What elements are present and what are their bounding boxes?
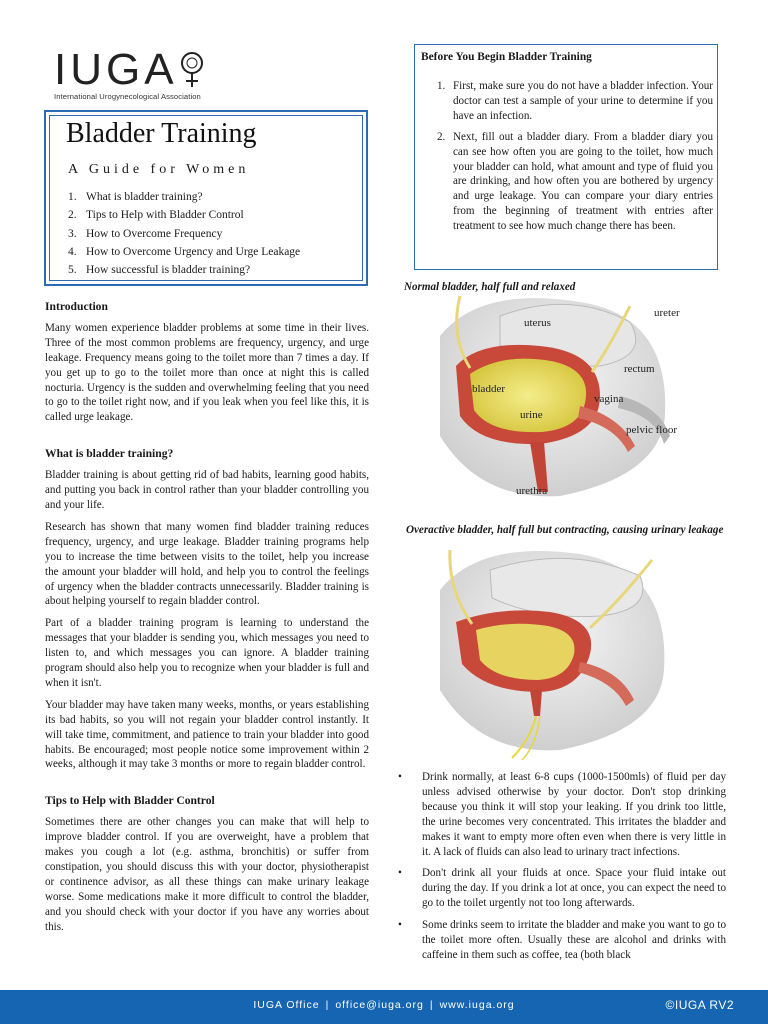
toc-item: 2. Tips to Help with Bladder Control: [68, 209, 244, 222]
what-is-heading: What is bladder training?: [45, 447, 174, 461]
venus-symbol-icon: [178, 50, 208, 90]
before-box-title: Before You Begin Bladder Training: [421, 51, 592, 63]
table-of-contents: [68, 188, 300, 279]
footer-copyright: ©IUGA RV2: [665, 998, 734, 1012]
label-ureter: ureter: [654, 307, 680, 319]
footer-office: IUGA Office: [253, 999, 320, 1011]
label-bladder: bladder: [472, 383, 505, 395]
figure2-caption: Overactive bladder, half full but contracting, causing urinary leakage: [406, 524, 724, 536]
intro-heading: Introduction: [45, 300, 108, 313]
normal-bladder-illustration: [420, 296, 740, 502]
figure1-caption: Normal bladder, half full and relaxed: [404, 281, 576, 293]
what-is-paragraph: Bladder training is about getting rid of bad habits, learning good habits, and putting you back in control rather than your bladder controlling you and your life.: [45, 469, 369, 511]
label-urethra: urethra: [516, 485, 548, 497]
toc-item: 1. What is bladder training?: [68, 191, 203, 203]
label-pelvic-floor: pelvic floor: [626, 424, 678, 436]
tips-heading: Tips to Help with Bladder Control: [45, 794, 215, 808]
title-box: [44, 110, 368, 286]
label-uterus: uterus: [524, 317, 551, 329]
fluid-tips-list: [398, 770, 726, 970]
label-urine: urine: [520, 409, 543, 421]
logo-wordmark: IUGA: [54, 45, 178, 94]
before-box-list: [423, 79, 713, 240]
intro-paragraph: Many women experience bladder problems at some time in their lives. Three of the most common problems are frequency, urgency, and urge leakage. Frequency means going to the toilet more than 7 times a day. If you get up to go to the toilet more than once at night this is called nocturia. Urgency is the sudden and overwhelming feeling that you need to go to the toilet right now, and if you leak when you feel like this, it is called urge leakage.: [45, 321, 369, 424]
document-subtitle: A Guide for Women: [68, 162, 250, 177]
toc-item: 5. How successful is bladder training?: [68, 264, 251, 277]
left-column: [45, 300, 369, 942]
footer-email-link[interactable]: office@iuga.org: [335, 999, 424, 1011]
list-item: • Some drinks seem to irritate the bladder and make you want to go to the toilet more often. Usually these are alcohol and drinks with caffeine in them such as coffee, tea (both black: [398, 919, 726, 961]
label-vagina: vagina: [594, 393, 624, 405]
tips-paragraph: Sometimes there are other changes you can make that will help to improve bladder control. If you are overweight, have a problem that makes you cough a lot (e.g. asthma, bronchitis) or suffer from constipation, you should discuss this with your doctor, physiotherapist or continence advisor, as all these things can make urinary leakage worse. Some medications make it more difficult to control the bladder, and you should check with your doctor if you have any worries about this.: [45, 816, 369, 933]
toc-item: 3. How to Overcome Frequency: [68, 227, 223, 240]
before-you-begin-box: [414, 44, 718, 270]
document-title: Bladder Training: [66, 118, 257, 149]
footer-bar: [0, 990, 768, 1024]
overactive-bladder-illustration: [420, 550, 720, 760]
what-is-paragraph: Part of a bladder training program is learning to understand the messages that your bladder is sending you, which messages you need to listen to, and which messages you can ignore. A bladder training program should also help you to recognize when your bladder is full and when it isn't.: [45, 617, 369, 689]
list-item: • Drink normally, at least 6-8 cups (1000-1500mls) of fluid per day unless advised otherwise by your doctor. Don't stop drinking because you think it will stop your leaking. If you drink too little, the urine becomes very concentrated. This irritates the bladder and makes it want to empty more often even when there is very little in it. A lack of fluids can also lead to urinary tract infections.: [398, 771, 726, 858]
label-rectum: rectum: [624, 363, 655, 375]
list-item: • Don't drink all your fluids at once. Space your fluid intake out during the day. If you drink a lot at once, you can expect the need to go to the toilet urgently not too long afterwards.: [398, 867, 726, 910]
before-box-item: 2. Next, fill out a bladder diary. From a bladder diary you can see how often you are going to the toilet, how much your bladder can hold, what amount and type of fluid you are drinking, and how often you are bothered by urgency and urge leakage. You can compare your diary entries from the beginning of treatment with entries after treatment to see how much change there has been.: [437, 130, 713, 233]
footer-web-link[interactable]: www.iuga.org: [439, 999, 515, 1011]
footer-contact: IUGA Office | office@iuga.org | www.iuga.org: [253, 999, 515, 1011]
what-is-paragraph: Research has shown that many women find bladder training reduces frequency, urgency, and urge leakage. Bladder training programs help you to increase the time between visits to the toilet, help you increase the amount your bladder will hold, and help you to control the feelings of urgency when the bladder contracts unnecessarily. Bladder training is about helping yourself to regain bladder control.: [45, 520, 369, 608]
toc-item: 4. How to Overcome Urgency and Urge Leakage: [68, 245, 301, 258]
before-box-item: 1. First, make sure you do not have a bladder infection. Your doctor can test a sample of your urine to determine if you have an infection.: [437, 80, 713, 122]
logo-tagline: International Urogynecological Association: [54, 92, 201, 101]
what-is-paragraph: Your bladder may have taken many weeks, months, or years establishing its bad habits, so you will not regain your bladder control instantly. It will take time, commitment, and patience to train your bladder into good habits. Be encouraged; most people notice some improvement within 2 weeks, although it may take 3 months or more to regain bladder control.: [45, 698, 369, 771]
